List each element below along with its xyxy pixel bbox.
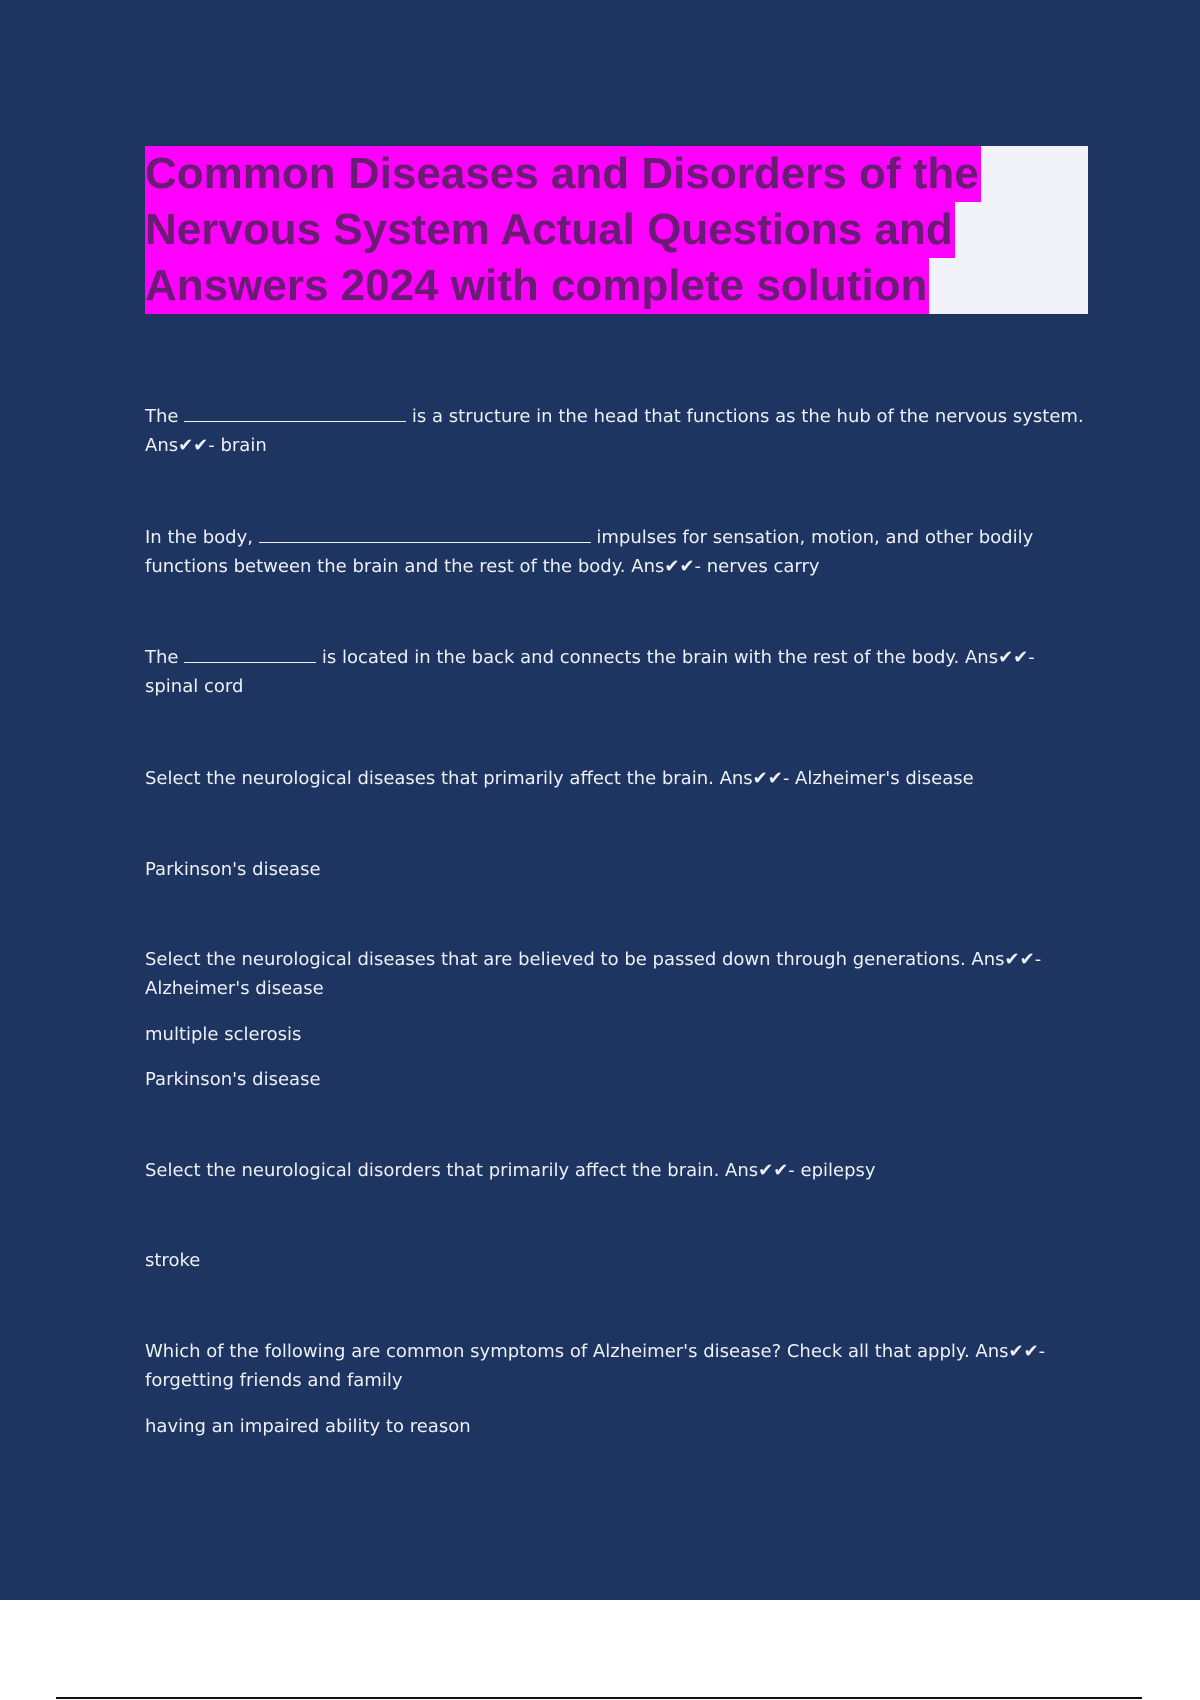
answer-text: Ans✔✔- nerves carry xyxy=(631,556,820,577)
question-item xyxy=(145,643,1085,701)
footer-divider xyxy=(56,1697,1142,1699)
answer-item: multiple sclerosis xyxy=(145,1024,302,1045)
question-item: Which of the following are common symptoms of Alzheimer's disease? Check all that apply. Ans✔✔- forgetting friends and family xyxy=(145,1341,1046,1391)
answer-item: Parkinson's disease xyxy=(145,859,321,880)
title-line-1: Common Diseases and Disorders of the xyxy=(145,146,981,202)
document-title xyxy=(145,146,1088,314)
question-text: The xyxy=(145,647,185,668)
question-item xyxy=(145,402,1085,460)
question-item: Select the neurological disorders that primarily affect the brain. Ans✔✔- epilepsy xyxy=(145,1160,876,1181)
answer-text: Ans✔✔- brain xyxy=(145,435,267,456)
question-text: is a structure in the head that functions as the hub of the nervous system. xyxy=(406,406,1084,427)
fill-in-blank xyxy=(259,524,591,543)
question-item xyxy=(145,523,1085,581)
fill-in-blank xyxy=(184,403,406,422)
question-text: In the body, xyxy=(145,527,259,548)
title-line-3: Answers 2024 with complete solution xyxy=(145,258,929,314)
answer-item: having an impaired ability to reason xyxy=(145,1416,471,1437)
title-line-2: Nervous System Actual Questions and xyxy=(145,202,955,258)
fill-in-blank xyxy=(184,644,316,663)
title-block xyxy=(145,146,1088,314)
question-text: The xyxy=(145,406,185,427)
question-item: Select the neurological diseases that are believed to be passed down through generations. Ans✔✔- Alzheimer's disease xyxy=(145,949,1042,999)
answer-text: Ans✔✔- spinal cord xyxy=(145,647,1035,697)
question-text: impulses for sensation, motion, and other bodily functions between the brain and the rest of the body. xyxy=(145,527,1034,577)
answer-item: stroke xyxy=(145,1250,201,1271)
question-item: Select the neurological diseases that primarily affect the brain. Ans✔✔- Alzheimer's disease xyxy=(145,768,974,789)
question-text: is located in the back and connects the brain with the rest of the body. xyxy=(316,647,960,668)
answer-item: Parkinson's disease xyxy=(145,1069,321,1090)
